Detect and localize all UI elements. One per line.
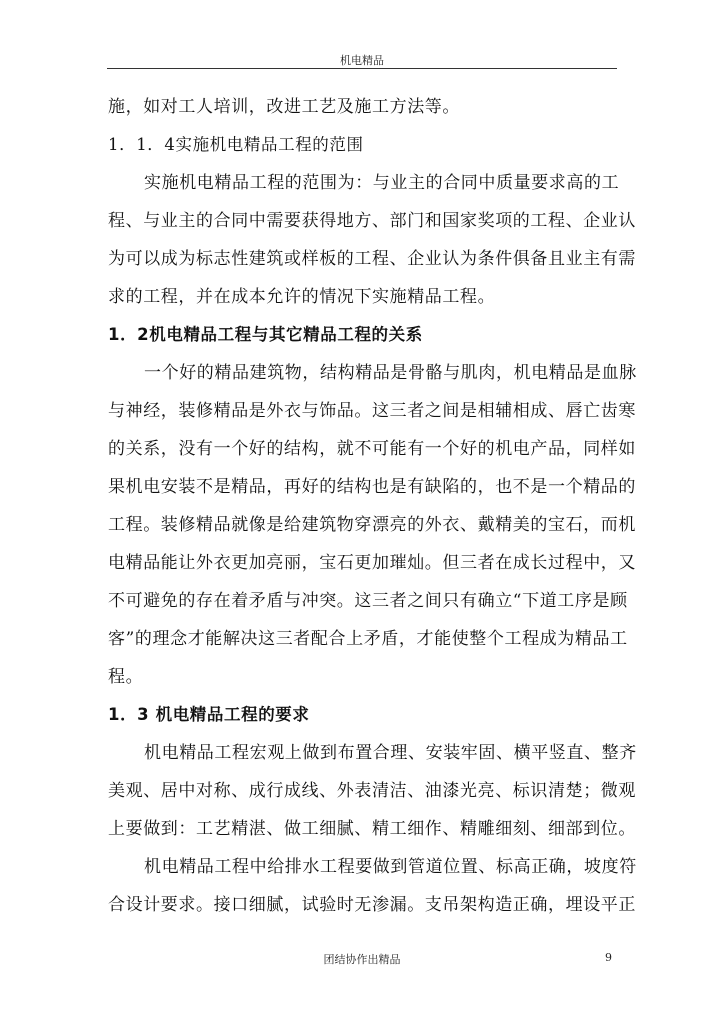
document-body xyxy=(108,88,637,924)
paragraph-line: 客”的理念才能解决这三者配合上矛盾，才能使整个工程成为精品工 xyxy=(108,629,628,649)
paragraph-line: 美观、居中对称、成行成线、外表清洁、油漆光亮、标识清楚；微观 xyxy=(108,781,636,801)
paragraph-line: 不可避免的存在着矛盾与冲突。这三者之间只有确立“下道工序是顾 xyxy=(108,591,628,611)
paragraph-line: 与神经，装修精品是外衣与饰品。这三者之间是相辅相成、唇亡齿寒 xyxy=(108,401,636,421)
paragraph-line: 合设计要求。接口细腻，试验时无渗漏。支吊架构造正确，埋设平正 xyxy=(108,895,636,915)
paragraph-line: 果机电安装不是精品，再好的结构也是有缺陷的，也不是一个精品的 xyxy=(108,477,636,497)
paragraph-line: 求的工程，并在成本允许的情况下实施精品工程。 xyxy=(108,287,496,307)
paragraph-line: 程。 xyxy=(108,667,144,687)
page-header-title: 机电精品 xyxy=(340,54,384,67)
header-rule xyxy=(107,68,617,69)
paragraph-line: 为可以成为标志性建筑或样板的工程、企业认为条件俱备且业主有需 xyxy=(108,249,636,269)
paragraph-line: 的关系，没有一个好的结构，就不可能有一个好的机电产品，同样如 xyxy=(108,439,636,459)
paragraph-line: 工程。装修精品就像是给建筑物穿漂亮的外衣、戴精美的宝石，而机 xyxy=(108,515,636,535)
page-number: 9 xyxy=(605,951,612,964)
paragraph-line: 施，如对工人培训，改进工艺及施工方法等。 xyxy=(108,97,460,117)
page-footer-text: 团结协作出精品 xyxy=(323,953,401,966)
paragraph-line: 程、与业主的合同中需要获得地方、部门和国家奖项的工程、企业认 xyxy=(108,211,636,231)
paragraph-line: 上要做到：工艺精湛、做工细腻、精工细作、精雕细刻、细部到位。 xyxy=(108,819,636,839)
section-heading-1-1-4: 1．1．4实施机电精品工程的范围 xyxy=(108,135,364,154)
paragraph-line: 机电精品工程中给排水工程要做到管道位置、标高正确，坡度符 xyxy=(144,857,637,877)
paragraph-line: 一个好的精品建筑物，结构精品是骨骼与肌肉，机电精品是血脉 xyxy=(144,363,637,383)
paragraph-line: 实施机电精品工程的范围为：与业主的合同中质量要求高的工 xyxy=(144,173,620,193)
section-heading-1-3: 1．3 机电精品工程的要求 xyxy=(108,705,310,724)
paragraph-line: 机电精品工程宏观上做到布置合理、安装牢固、横平竖直、整齐 xyxy=(144,743,637,763)
section-heading-1-2: 1．2机电精品工程与其它精品工程的关系 xyxy=(108,325,423,344)
paragraph-line: 电精品能让外衣更加亮丽，宝石更加璀灿。但三者在成长过程中，又 xyxy=(108,553,636,573)
